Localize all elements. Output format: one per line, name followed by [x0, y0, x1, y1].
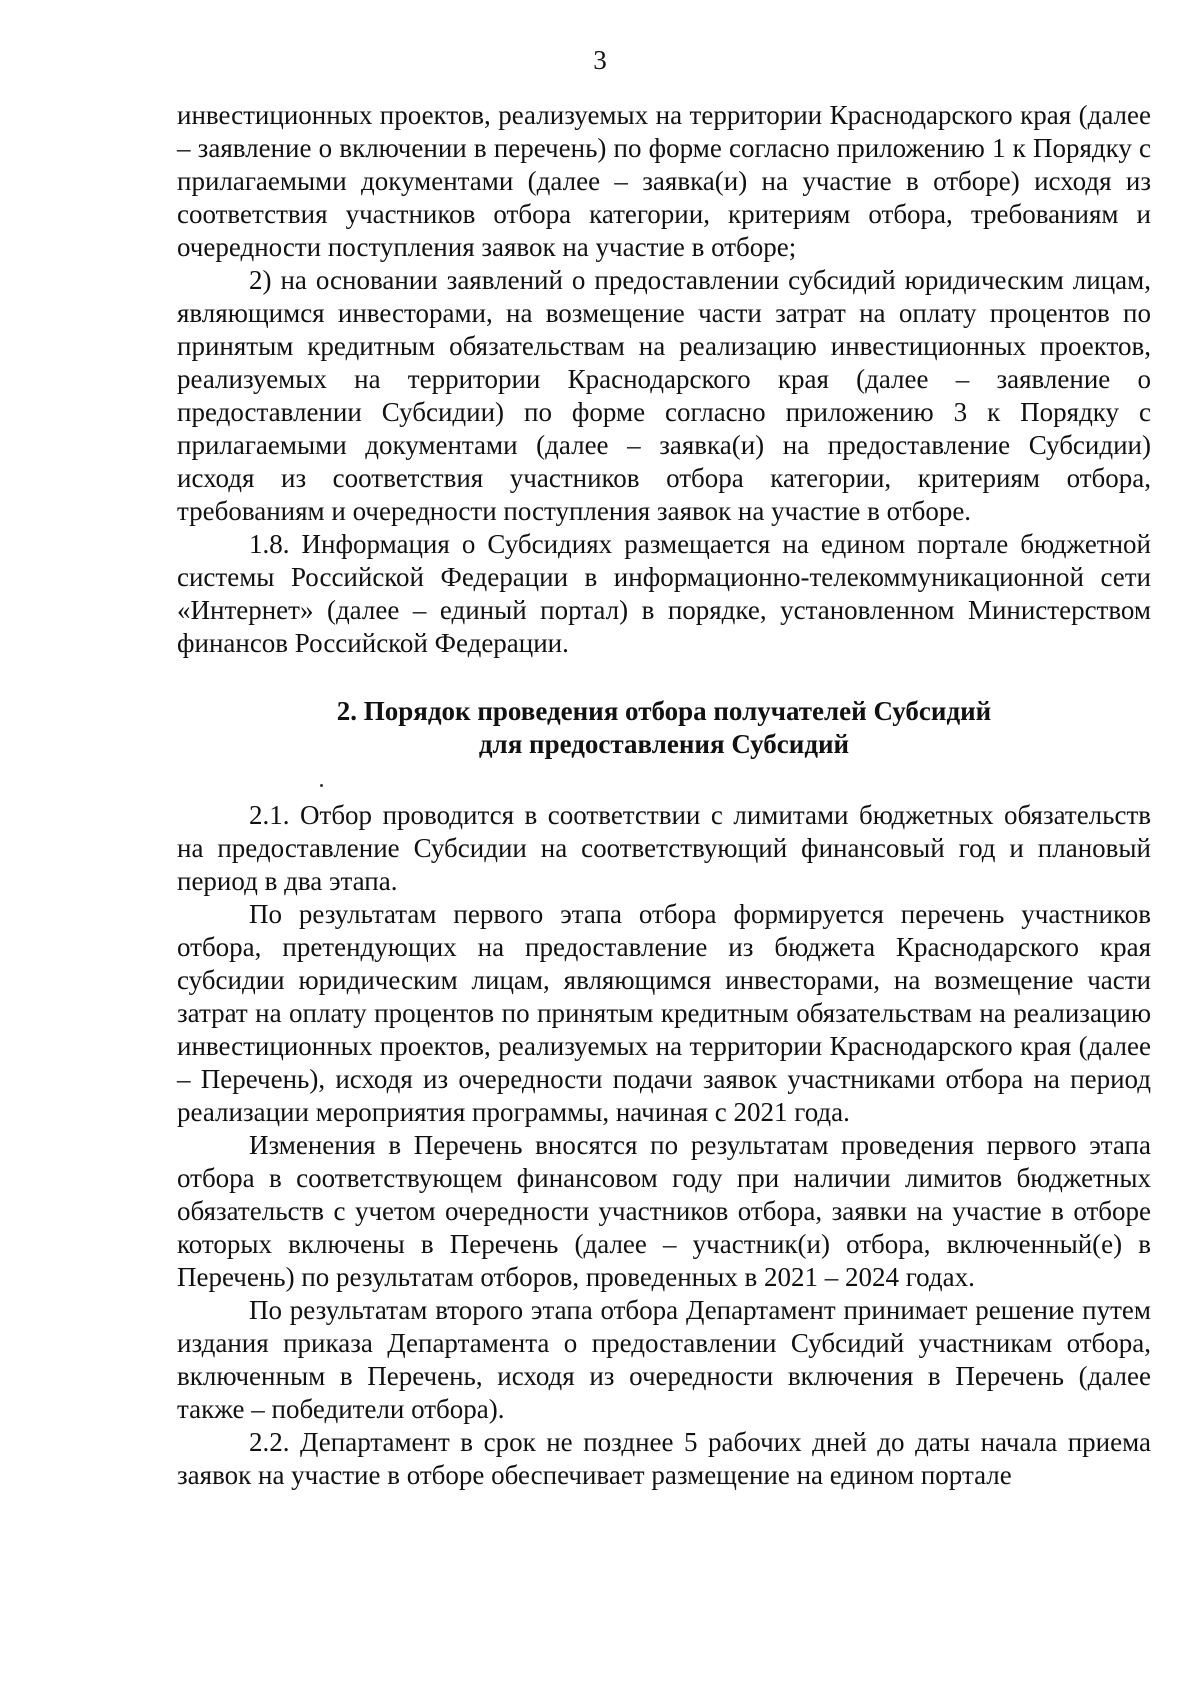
paragraph-first-stage: По результатам первого этапа отбора формируется перечень участников отбора, претендующих на предоставление из бюджета Краснодарского края субсидии юридическим лицам, являющимся инвесторами, на возмещение части затрат на оплату процентов по принятым кредитным обязательствам на реализацию инвестиционных проектов, реализуемых на территории Краснодарского края (далее – Перечень), исходя из очередности подачи заявок участниками отбора на период реализации мероприятия программы, начиная с 2021 года.	[177, 899, 1151, 1127]
paragraph-2-2: 2.2. Департамент в срок не позднее 5 рабочих дней до даты начала приема заявок на участие в отборе обеспечивает размещение на едином портале	[177, 1427, 1151, 1490]
paragraph-second-stage: По результатам второго этапа отбора Департамент принимает решение путем издания приказа Департамента о предоставлении Субсидий участникам отбора, включенным в Перечень, исходя из очередности включения в Перечень (далее также – победители отбора).	[177, 1295, 1151, 1424]
scan-speck	[320, 784, 323, 787]
paragraph-changes: Изменения в Перечень вносятся по результатам проведения первого этапа отбора в соответствующем финансовом году при наличии лимитов бюджетных обязательств с учетом очередности участников отбора, заявки на участие в отборе которых включены в Перечень (далее – участник(и) отбора, включенный(е) в Перечень) по результатам отборов, проведенных в 2021 – 2024 годах.	[177, 1130, 1151, 1292]
section-heading-line-1: 2. Порядок проведения отбора получателей Субсидий	[336, 696, 992, 726]
page-number: 3	[593, 45, 607, 75]
section-heading-line-2: для предоставления Субсидий	[478, 729, 850, 759]
paragraph-continuation: инвестиционных проектов, реализуемых на территории Краснодарского края (далее – заявление о включении в перечень) по форме согласно приложению 1 к Порядку с прилагаемыми документами (далее – заявка(и) на участие в отборе) исходя из соответствия участников отбора категории, критериям отбора, требованиям и очередности поступления заявок на участие в отборе;	[177, 100, 1151, 262]
paragraph-item-2: 2) на основании заявлений о предоставлении субсидий юридическим лицам, являющимся инвесторами, на возмещение части затрат на оплату процентов по принятым кредитным обязательствам на реализацию инвестиционных проектов, реализуемых на территории Краснодарского края (далее – заявление о предоставлении Субсидии) по форме согласно приложению 3 к Порядку с прилагаемыми документами (далее – заявка(и) на предоставление Субсидии) исходя из соответствия участников отбора категории, критериям отбора, требованиям и очередности поступления заявок на участие в отборе.	[177, 265, 1151, 526]
section-heading	[177, 695, 1151, 761]
paragraph-2-1: 2.1. Отбор проводится в соответствии с лимитами бюджетных обязательств на предоставление Субсидии на соответствующий финансовый год и плановый период в два этапа.	[177, 800, 1151, 896]
document-body	[177, 99, 1151, 1492]
paragraph-1-8: 1.8. Информация о Субсидиях размещается на едином портале бюджетной системы Российской Федерации в информационно-телекоммуникационной сети «Интернет» (далее – единый портал) в порядке, установленном Министерством финансов Российской Федерации.	[177, 529, 1151, 658]
